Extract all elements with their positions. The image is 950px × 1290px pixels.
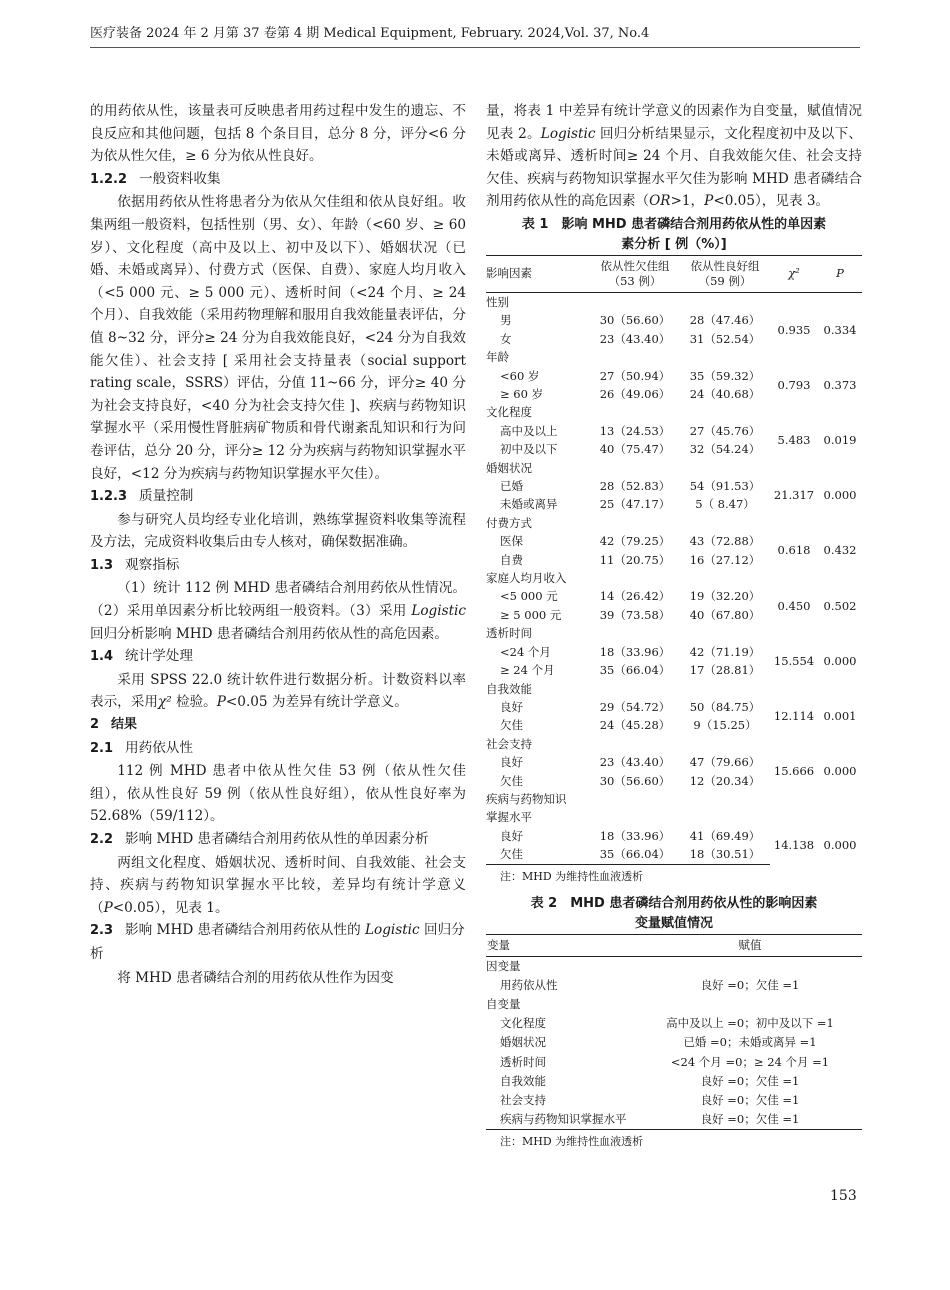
table-group-row: 家庭人均月收入	[486, 571, 567, 586]
table-row: 良好 29（54.72） 50（84.75） 12.114 0.001	[500, 699, 857, 724]
table-group-row: 疾病与药物知识	[486, 791, 567, 806]
section-heading: 2.1 用药依从性	[90, 739, 193, 756]
table-group-row: 婚姻状况	[486, 460, 532, 475]
running-header: 医疗装备 2024 年 2 月第 37 卷第 4 期 Medical Equipment, February. 2024,Vol. 37, No.4	[90, 22, 860, 48]
table-row: 医保 42（79.25） 43（72.88） 0.618 0.432	[500, 534, 857, 558]
table2	[486, 934, 862, 1131]
page-number: 153	[830, 1188, 857, 1204]
table-row: 用药依从性 良好 =0；欠佳 =1	[500, 977, 800, 992]
section-heading: 1.2.3 质量控制	[90, 488, 194, 505]
paragraph: 采用 SPSS 22.0 统计软件进行数据分析。计数资料以率表示，采用χ² 检验。P<0.05 为差异有统计学意义。	[90, 671, 466, 711]
paragraph: 两组文化程度、婚姻状况、透析时间、自我效能、社会支持、疾病与药物知识掌握水平比较，差异均有统计学意义（P<0.05），见表 1。	[90, 854, 466, 916]
paragraph: （1）统计 112 例 MHD 患者磷结合剂用药依从性情况。（2）采用单因素分析比较两组一般资料。（3）采用 Logistic 回归分析影响 MHD 患者磷结合剂用药依从性的高危因素。	[90, 580, 466, 642]
paragraph: 参与研究人员均经专业化培训，熟练掌握资料收集等流程及方法，完成资料收集后由专人核对，确保数据准确。	[90, 511, 466, 551]
table-group-row: 性别	[486, 294, 509, 309]
paragraph: 112 例 MHD 患者中依从性欠佳 53 例（依从性欠佳组），依从性良好 59 例（依从性良好组），依从性良好率为 52.68%（59/112）。	[90, 763, 466, 825]
right-column	[486, 100, 862, 1151]
table1	[486, 255, 862, 865]
table-row: 良好 18（33.96） 41（69.49） 14.138 0.000	[500, 828, 857, 853]
section-heading: 2.3 影响 MHD 患者磷结合剂用药依从性的 Logistic 回归分析	[90, 922, 465, 962]
table-row: 自变量	[486, 996, 521, 1011]
table-row: ≥ 24 个月 35（66.04） 17（28.81）	[500, 663, 761, 678]
table-row: ≥ 60 岁 26（49.06） 24（40.68）	[500, 387, 761, 401]
section-heading: 1.2.2 一般资料收集	[90, 170, 221, 187]
paragraph: 的用药依从性，该量表可反映患者用药过程中发生的遗忘、不良反应和其他问题，包括 8 个条目目，总分 8 分，评分<6 分为依从性欠佳，≥ 6 分为依从性良好。	[90, 103, 466, 165]
table-row: 高中及以上 13（24.53） 27（45.76） 5.483 0.019	[500, 423, 857, 448]
table-row: 文化程度 高中及以上 =0；初中及以下 =1	[500, 1016, 834, 1031]
table-row: 透析时间 <24 个月 =0；≥ 24 个月 =1	[500, 1054, 830, 1069]
table-row: <24 个月 18（33.96） 42（71.19） 15.554 0.000	[500, 644, 857, 668]
table-row: <60 岁 27（50.94） 35（59.32） 0.793 0.373	[500, 368, 857, 392]
paragraph: 依据用药依从性将患者分为依从欠佳组和依从良好组。收集两组一般资料，包括性别（男、女）、年龄（<60 岁、≥ 60 岁）、文化程度（高中及以上、初中及以下）、婚姻状况（已婚、未婚或离异）、付费方式（医保、自费）、家庭人均月收入（<5 000 元、≥ 5 000 元）、透析时间（<24 个月、≥ 24 个月）、自我效能（采用药物理解和服用自我效能量表评估，分值 8~32 分，评分≥ 24 分为自我效能良好，<24 分为自我效能欠佳）、社会支持 [ 采用社会支持量表（social support rating scale，SSRS）评估，分值 11~66 分，评分≥ 40 分为社会支持良好，<40 分为社会支持欠佳 ]、疾病与药物知识掌握水平（采用慢性肾脏病矿物质和骨代谢紊乱知识和行为问卷评估，总分 20 分，评分≥ 12 分为疾病与药物知识掌握水平良好，<12 分为疾病与药物知识掌握水平欠佳）。	[90, 194, 466, 482]
section-heading: 1.4 统计学处理	[90, 648, 193, 665]
section-heading: 1.3 观察指标	[90, 556, 180, 573]
table-row: 疾病与药物知识掌握水平 良好 =0；欠佳 =1	[486, 1110, 862, 1130]
table-row: 未婚或离异 25（47.17） 5（ 8.47）	[500, 497, 755, 512]
table-row: 初中及以下 40（75.47） 32（54.24）	[500, 442, 761, 457]
table-row: 男 30（56.60） 28（47.46） 0.935 0.334	[500, 313, 857, 337]
table-header-row: 影响因素 依从性欠佳组 （53 例） 依从性良好组 （59 例） χ² P	[486, 255, 862, 292]
table-group-row: 付费方式	[486, 515, 532, 530]
table-row: 社会支持 良好 =0；欠佳 =1	[500, 1092, 800, 1107]
table-row: ≥ 5 000 元 39（73.58） 40（67.80）	[500, 607, 761, 622]
table-group-row: 社会支持	[486, 736, 532, 751]
table2-note: 注：MHD 为维持性血液透析	[500, 1135, 644, 1149]
table-row: 自费 11（20.75） 16（27.12）	[500, 552, 761, 567]
table-row: 婚姻状况 已婚 =0；未婚或离异 =1	[500, 1035, 817, 1050]
table-header-row: 变量 赋值	[486, 934, 862, 956]
table-group-row: 透析时间	[486, 626, 532, 641]
table1-note: 注：MHD 为维持性血液透析	[500, 869, 644, 883]
paragraph: 将 MHD 患者磷结合剂的用药依从性作为因变	[117, 969, 394, 986]
table-group-row: 掌握水平	[486, 810, 532, 825]
paragraph: 量，将表 1 中差异有统计学意义的因素作为自变量，赋值情况见表 2。Logistic 回归分析结果显示，文化程度初中及以下、未婚或离异、透析时间≥ 24 个月、自我效能欠佳、社会支持欠佳、疾病与药物知识掌握水平欠佳为影响 MHD 患者磷结合剂用药依从性的高危因素（OR>1，P<0.05），见表 3。	[486, 103, 862, 210]
table-row: 女 23（43.40） 31（52.54）	[500, 331, 761, 346]
left-column	[90, 100, 466, 989]
table1-caption: 表 1 影响 MHD 患者磷结合剂用药依从性的单因素 素分析 [ 例（%）]	[521, 216, 827, 252]
table-group-row: 自我效能	[486, 681, 532, 696]
table-row: <5 000 元 14（26.42） 19（32.20） 0.450 0.502	[500, 589, 857, 613]
table-group-row: 年龄	[486, 350, 509, 365]
table-row: 已婚 28（52.83） 54（91.53） 21.317 0.000	[500, 479, 857, 503]
table-row: 良好 23（43.40） 47（79.66） 15.666 0.000	[500, 755, 857, 779]
table-row: 欠佳 35（66.04） 18（30.51）	[486, 845, 862, 864]
table-group-row: 文化程度	[486, 405, 532, 420]
section-heading: 2.2 影响 MHD 患者磷结合剂用药依从性的单因素分析	[90, 831, 429, 847]
table2-caption: 表 2 MHD 患者磷结合剂用药依从性的影响因素 变量赋值情况	[530, 895, 818, 931]
table-row: 自我效能 良好 =0；欠佳 =1	[500, 1073, 800, 1088]
table-row: 欠佳 30（56.60） 12（20.34）	[500, 773, 761, 788]
table-row: 因变量	[486, 958, 521, 973]
table-row: 欠佳 24（45.28） 9（15.25）	[500, 718, 757, 733]
section-heading: 2 结果	[90, 717, 138, 733]
